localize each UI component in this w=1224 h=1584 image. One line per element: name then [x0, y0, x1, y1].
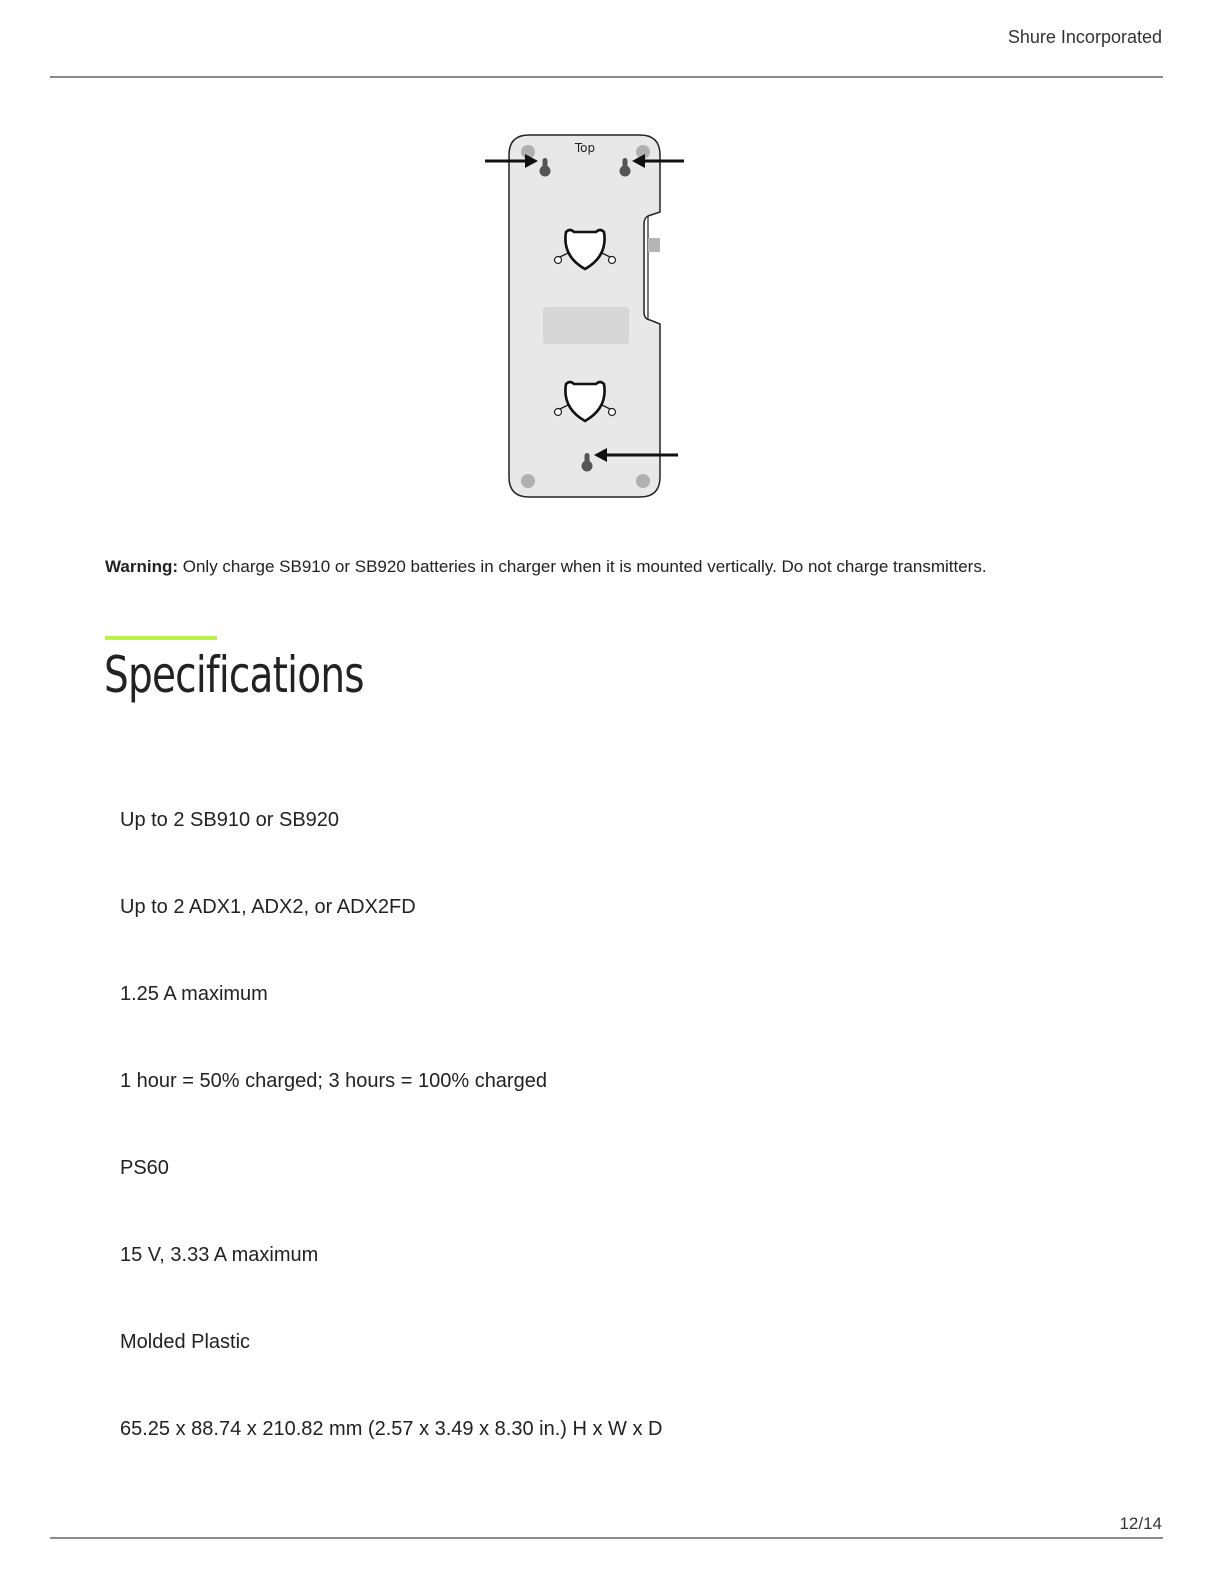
spec-value: PS60 [120, 1157, 169, 1179]
spec-value: 1 hour = 50% charged; 3 hours = 100% charged [120, 1070, 547, 1092]
spec-value: Up to 2 SB910 or SB920 [120, 809, 340, 831]
footer-divider [50, 1537, 1163, 1539]
header-divider [50, 76, 1163, 78]
spec-value: 1.25 A maximum [120, 983, 268, 1005]
corner-foot [521, 474, 535, 488]
corner-foot [636, 474, 650, 488]
spec-value: 15 V, 3.33 A maximum [120, 1244, 319, 1266]
section-title: Specifications [104, 646, 364, 704]
page-number: 12/14 [1119, 1514, 1162, 1533]
label-plate [543, 307, 629, 344]
warning-label: Warning: [105, 557, 179, 576]
warning-text: Only charge SB910 or SB920 batteries in charger when it is mounted vertically. Do not charge transmitters. [178, 557, 987, 576]
section-accent-bar [105, 636, 217, 640]
top-label: Top [574, 141, 596, 155]
spec-value: Up to 2 ADX1, ADX2, or ADX2FD [120, 896, 416, 918]
warning-note [105, 557, 987, 577]
charger-mounting-diagram [482, 132, 688, 502]
spec-value: 65.25 x 88.74 x 210.82 mm (2.57 x 3.49 x 8.30 in.) H x W x D [120, 1418, 663, 1440]
side-latch [648, 238, 660, 252]
header-company-name: Shure Incorporated [1007, 27, 1162, 47]
spec-value: Molded Plastic [120, 1331, 251, 1353]
